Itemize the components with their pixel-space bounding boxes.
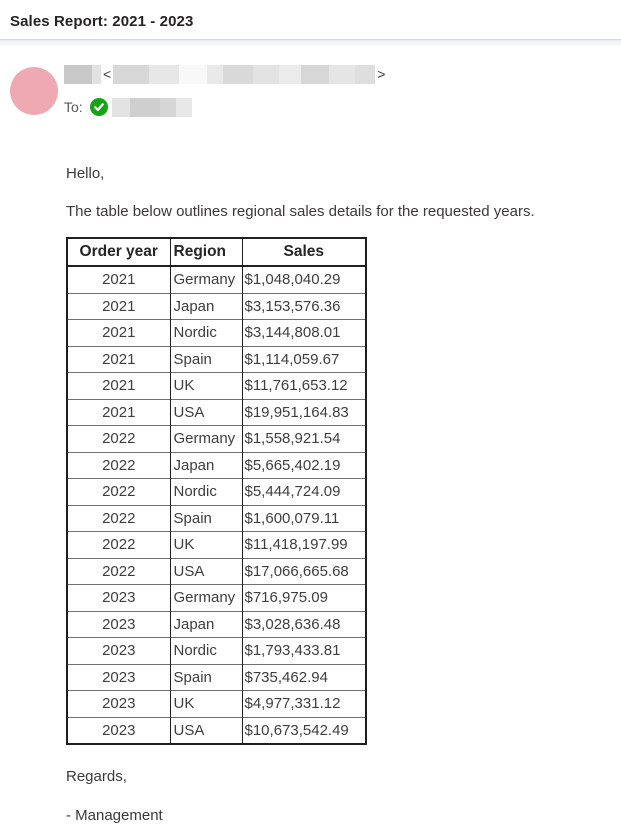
sender-line[interactable]: [64, 64, 387, 84]
region-cell: Germany: [170, 266, 242, 293]
order-year-cell: 2021: [67, 346, 170, 373]
table-row: [67, 717, 366, 744]
table-row: [67, 532, 366, 559]
sender-meta: [64, 67, 387, 117]
sales-cell: $1,793,433.81: [242, 638, 366, 665]
table-row: [67, 664, 366, 691]
sales-table-header-row: [67, 238, 366, 266]
order-year-cell: 2023: [67, 638, 170, 665]
order-year-cell: 2021: [67, 293, 170, 320]
column-header: Region: [170, 238, 242, 266]
region-cell: Spain: [170, 346, 242, 373]
signature-text: - Management: [66, 807, 163, 824]
region-cell: UK: [170, 691, 242, 718]
table-row: [67, 479, 366, 506]
greeting-text: Hello,: [66, 165, 105, 182]
to-label: To:: [64, 99, 83, 115]
email-subject-bar: [0, 0, 621, 39]
closing-text: Regards,: [66, 768, 127, 785]
order-year-cell: 2023: [67, 717, 170, 744]
table-row: [67, 399, 366, 426]
table-row: [67, 452, 366, 479]
region-cell: Spain: [170, 664, 242, 691]
region-cell: Japan: [170, 293, 242, 320]
sales-cell: $1,558,921.54: [242, 426, 366, 453]
table-row: [67, 611, 366, 638]
region-cell: Nordic: [170, 638, 242, 665]
table-row: [67, 373, 366, 400]
sales-cell: $3,153,576.36: [242, 293, 366, 320]
order-year-cell: 2022: [67, 426, 170, 453]
sales-cell: $19,951,164.83: [242, 399, 366, 426]
order-year-cell: 2021: [67, 399, 170, 426]
sales-table: [66, 237, 367, 745]
order-year-cell: 2023: [67, 611, 170, 638]
order-year-cell: 2021: [67, 266, 170, 293]
order-year-cell: 2022: [67, 505, 170, 532]
email-body: [66, 163, 621, 826]
order-year-cell: 2022: [67, 452, 170, 479]
recipient-name-redacted[interactable]: [112, 98, 192, 117]
table-row: [67, 691, 366, 718]
table-row: [67, 266, 366, 293]
sales-cell: $1,600,079.11: [242, 505, 366, 532]
table-row: [67, 558, 366, 585]
verified-check-icon: [90, 98, 108, 116]
region-cell: Spain: [170, 505, 242, 532]
table-row: [67, 585, 366, 612]
sales-cell: $735,462.94: [242, 664, 366, 691]
sales-cell: $5,444,724.09: [242, 479, 366, 506]
column-header: Sales: [242, 238, 366, 266]
sales-cell: $1,048,040.29: [242, 266, 366, 293]
order-year-cell: 2022: [67, 532, 170, 559]
order-year-cell: 2023: [67, 585, 170, 612]
region-cell: UK: [170, 373, 242, 400]
sales-cell: $11,418,197.99: [242, 532, 366, 559]
email-subject-title: Sales Report: 2021 - 2023: [10, 13, 194, 30]
bracket-open: <: [103, 66, 112, 82]
column-header: Order year: [67, 238, 170, 266]
region-cell: Japan: [170, 611, 242, 638]
order-year-cell: 2021: [67, 373, 170, 400]
sales-cell: $4,977,331.12: [242, 691, 366, 718]
region-cell: Nordic: [170, 320, 242, 347]
order-year-cell: 2022: [67, 479, 170, 506]
sender-header: [10, 67, 621, 117]
recipient-line: [64, 97, 387, 117]
table-row: [67, 346, 366, 373]
region-cell: USA: [170, 558, 242, 585]
sales-cell: $1,114,059.67: [242, 346, 366, 373]
sales-cell: $17,066,665.68: [242, 558, 366, 585]
order-year-cell: 2023: [67, 691, 170, 718]
table-row: [67, 293, 366, 320]
region-cell: Germany: [170, 426, 242, 453]
region-cell: USA: [170, 399, 242, 426]
table-row: [67, 426, 366, 453]
order-year-cell: 2023: [67, 664, 170, 691]
sales-cell: $5,665,402.19: [242, 452, 366, 479]
sales-cell: $10,673,542.49: [242, 717, 366, 744]
sales-table-body: [67, 266, 366, 744]
header-divider-shadow: [0, 40, 621, 47]
order-year-cell: 2022: [67, 558, 170, 585]
order-year-cell: 2021: [67, 320, 170, 347]
region-cell: Japan: [170, 452, 242, 479]
table-row: [67, 505, 366, 532]
bracket-close: >: [377, 66, 386, 82]
region-cell: Nordic: [170, 479, 242, 506]
region-cell: USA: [170, 717, 242, 744]
intro-text: The table below outlines regional sales details for the requested years.: [66, 203, 535, 220]
table-row: [67, 638, 366, 665]
sender-email-redacted: [113, 65, 375, 84]
sales-cell: $11,761,653.12: [242, 373, 366, 400]
sender-name-redacted: [64, 65, 101, 84]
sales-cell: $716,975.09: [242, 585, 366, 612]
region-cell: Germany: [170, 585, 242, 612]
sales-cell: $3,144,808.01: [242, 320, 366, 347]
sales-cell: $3,028,636.48: [242, 611, 366, 638]
avatar[interactable]: [10, 67, 58, 115]
region-cell: UK: [170, 532, 242, 559]
table-row: [67, 320, 366, 347]
